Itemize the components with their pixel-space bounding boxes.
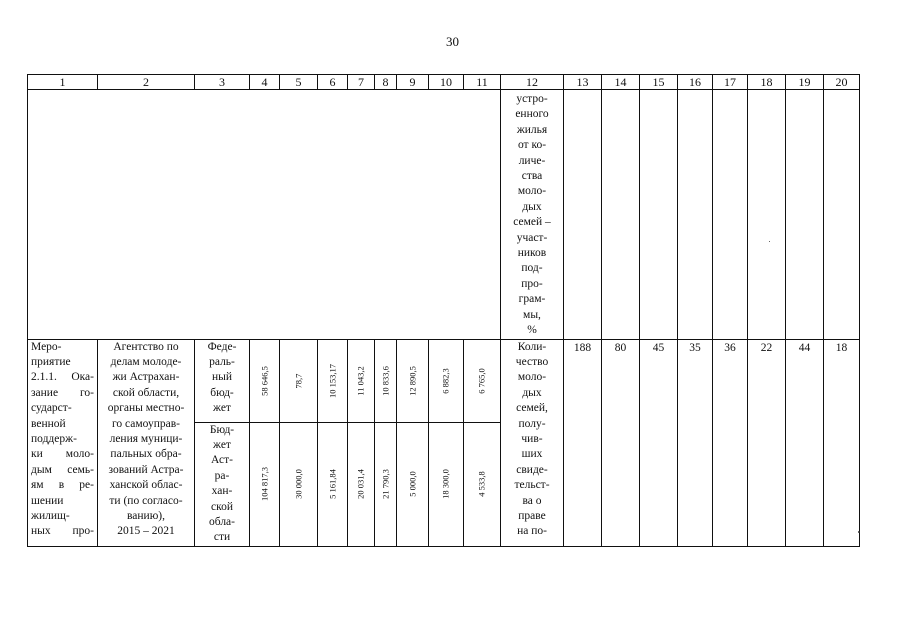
continued-row-empty-cell — [28, 90, 501, 340]
regional-value-2017: 20 031,4 — [348, 422, 375, 546]
activity-indicator-cell: Коли- чество моло- дых семей, полу- чив- ших свиде- тельст- ва о праве на по- — [501, 339, 564, 546]
header-col-9: 9 — [397, 75, 429, 90]
continued-cell-19 — [786, 90, 824, 340]
header-col-10: 10 — [429, 75, 464, 90]
continued-cell-15 — [640, 90, 678, 340]
program-table — [27, 74, 860, 547]
regional-value-2020: 18 300,0 — [429, 422, 464, 546]
continued-indicator-text: устро- енного жилья от ко- личе- ства моло- дых семей – участ- ников под- про- грам- мы, % — [513, 93, 551, 337]
continued-row — [28, 90, 860, 340]
header-col-3: 3 — [195, 75, 250, 90]
indicator-value-13: 188 — [564, 339, 602, 546]
regional-value-total: 104 817,3 — [250, 422, 280, 546]
federal-value-2017: 11 043,2 — [348, 339, 375, 422]
header-col-11: 11 — [464, 75, 501, 90]
header-col-17: 17 — [713, 75, 748, 90]
regional-value-2021: 4 533,8 — [464, 422, 501, 546]
regional-value-2015: 30 000,0 — [280, 422, 318, 546]
scan-speck — [769, 241, 770, 242]
header-col-14: 14 — [602, 75, 640, 90]
scan-speck — [858, 531, 860, 533]
responsible-executor-cell: Агентство по делам молоде- жи Астрахан- ской области, органы местно- го самоуправ- ления муници- пальных обра- зований Астра- ханской облас- ти (по согласо- ванию), 2015 – 2021 — [98, 339, 195, 546]
header-col-18: 18 — [748, 75, 786, 90]
indicator-value-14: 80 — [602, 339, 640, 546]
indicator-value-15: 45 — [640, 339, 678, 546]
regional-value-2016: 5 161,84 — [318, 422, 348, 546]
continued-cell-14 — [602, 90, 640, 340]
regional-value-2018: 21 790,3 — [375, 422, 397, 546]
page-number: 30 — [446, 34, 459, 49]
header-col-8: 8 — [375, 75, 397, 90]
indicator-value-16: 35 — [678, 339, 713, 546]
indicator-value-20: 18 — [824, 339, 860, 546]
header-col-7: 7 — [348, 75, 375, 90]
continued-cell-16 — [678, 90, 713, 340]
activity-title-cell: Меро- приятие 2.1.1. Ока- зание го- сударст- венной поддерж- ки моло- дым семь- ям в ре- шении жилищ- ных про- — [28, 339, 98, 546]
header-col-20: 20 — [824, 75, 860, 90]
federal-value-2018: 10 833,6 — [375, 339, 397, 422]
continued-cell-18 — [748, 90, 786, 340]
header-col-13: 13 — [564, 75, 602, 90]
activity-row-federal — [28, 339, 860, 422]
federal-value-2020: 6 882,3 — [429, 339, 464, 422]
header-col-12: 12 — [501, 75, 564, 90]
regional-budget-label: Бюд- жет Аст- ра- хан- ской обла- сти — [195, 422, 250, 546]
header-col-19: 19 — [786, 75, 824, 90]
header-col-6: 6 — [318, 75, 348, 90]
header-col-1: 1 — [28, 75, 98, 90]
federal-value-2016: 10 153,17 — [318, 339, 348, 422]
continued-indicator-cell — [501, 90, 564, 340]
header-col-16: 16 — [678, 75, 713, 90]
header-col-4: 4 — [250, 75, 280, 90]
header-col-2: 2 — [98, 75, 195, 90]
federal-value-2019: 12 890,5 — [397, 339, 429, 422]
indicator-value-17: 36 — [713, 339, 748, 546]
regional-value-2019: 5 000,0 — [397, 422, 429, 546]
header-col-5: 5 — [280, 75, 318, 90]
federal-value-2021: 6 765,0 — [464, 339, 501, 422]
continued-cell-20 — [824, 90, 860, 340]
header-row — [28, 75, 860, 90]
continued-cell-13 — [564, 90, 602, 340]
header-col-15: 15 — [640, 75, 678, 90]
federal-value-total: 58 646,5 — [250, 339, 280, 422]
federal-value-2015: 78,7 — [280, 339, 318, 422]
indicator-value-18: 22 — [748, 339, 786, 546]
indicator-value-19: 44 — [786, 339, 824, 546]
continued-cell-17 — [713, 90, 748, 340]
federal-budget-label: Феде- раль- ный бюд- жет — [195, 339, 250, 422]
